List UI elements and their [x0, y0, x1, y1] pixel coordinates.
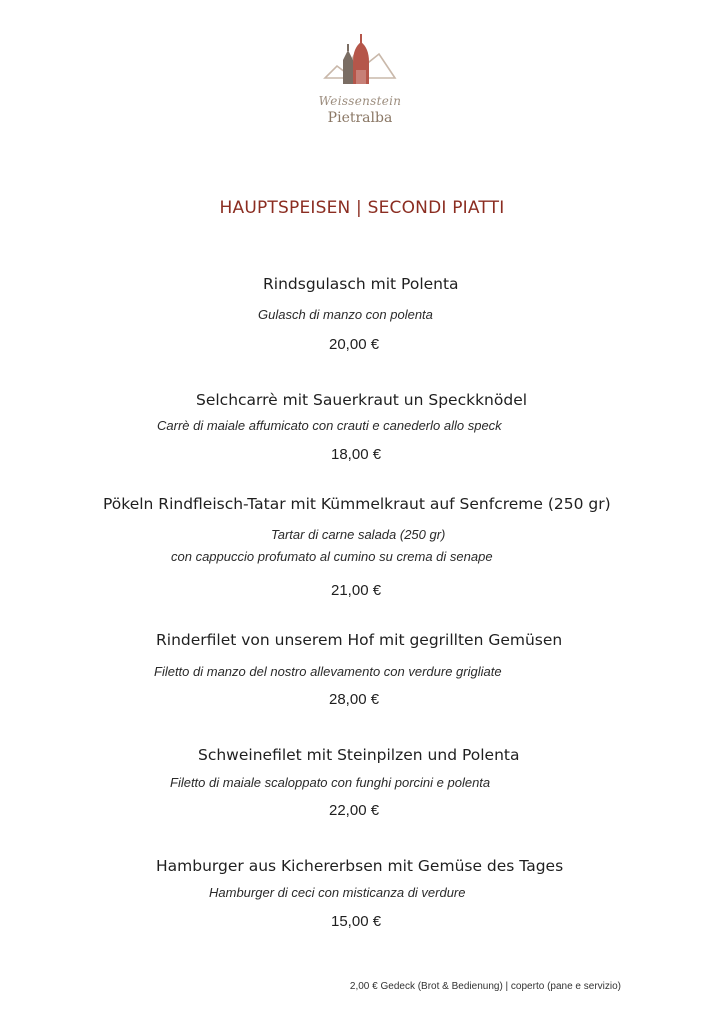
dish-price: 22,00 € — [329, 802, 380, 819]
dish-price: 18,00 € — [331, 446, 382, 463]
dish-name-de: Hamburger aus Kichererbsen mit Gemüse des Tages — [156, 857, 564, 875]
dish-name-de: Selchcarrè mit Sauerkraut un Speckknödel — [196, 391, 528, 409]
cover-charge-note: 2,00 € Gedeck (Brot & Bedienung) | coperto (pane e servizio) — [349, 981, 621, 992]
dish-price: 21,00 € — [331, 582, 382, 599]
dish-name-de: Rinderfilet von unserem Hof mit gegrillten Gemüsen — [156, 631, 563, 649]
dish-price: 28,00 € — [329, 691, 380, 708]
page-title: HAUPTSPEISEN | SECONDI PIATTI — [219, 198, 505, 218]
dish-description-it: Filetto di manzo del nostro allevamento con verdure grigliate — [154, 664, 502, 679]
logo-script-text: Weissenstein — [318, 94, 402, 108]
dish-name-de: Rindsgulasch mit Polenta — [263, 275, 459, 293]
dish-description-it: Hamburger di ceci con misticanza di verdure — [209, 885, 466, 900]
dish-name-de: Pökeln Rindfleisch-Tatar mit Kümmelkraut auf Senfcreme (250 gr) — [103, 495, 611, 513]
logo — [305, 32, 415, 132]
dish-description-it: Carrè di maiale affumicato con crauti e canederlo allo speck — [157, 418, 502, 433]
church-tower-logo-icon — [323, 32, 397, 92]
dish-price: 15,00 € — [331, 913, 382, 930]
dish-name-de: Schweinefilet mit Steinpilzen und Polenta — [198, 746, 520, 764]
dish-description-it: Tartar di carne salada (250 gr) — [271, 527, 446, 542]
dish-description-it: con cappuccio profumato al cumino su crema di senape — [171, 549, 493, 564]
dish-price: 20,00 € — [329, 336, 380, 353]
dish-description-it: Filetto di maiale scaloppato con funghi porcini e polenta — [170, 775, 491, 790]
dish-description-it: Gulasch di manzo con polenta — [258, 307, 433, 322]
logo-name-text: Pietralba — [327, 110, 393, 126]
